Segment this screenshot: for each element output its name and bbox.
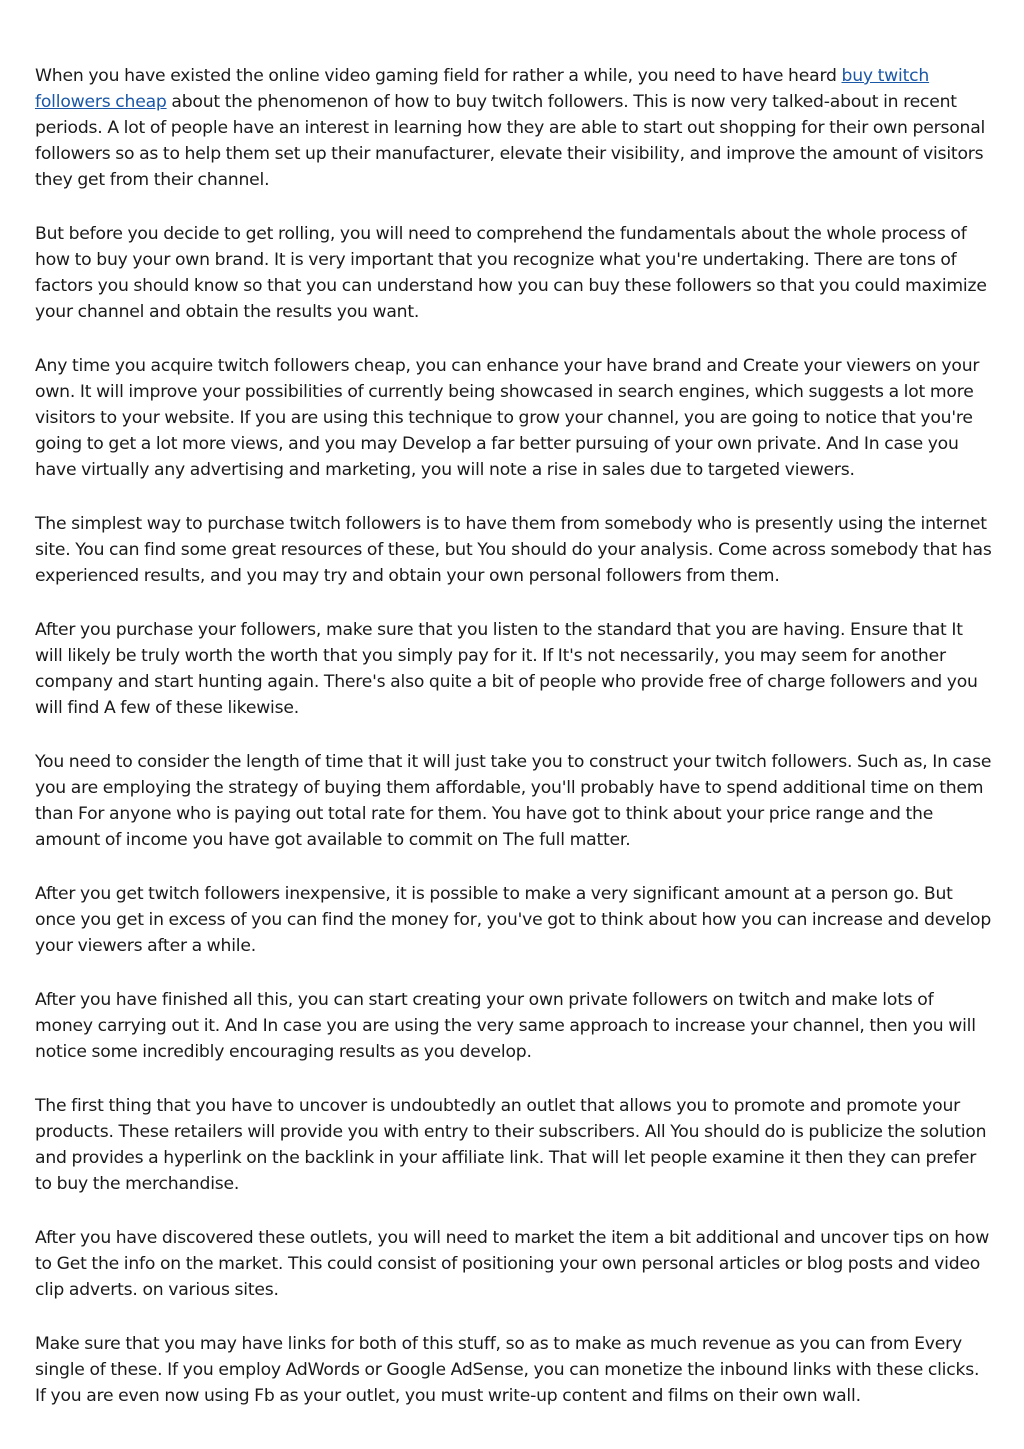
paragraph: After you get twitch followers inexpensive, it is possible to make a very significant amount at a person go. But once you get in excess of you can find the money for, you've got to think about how you can increase and develop your viewers after a while. — [35, 884, 992, 956]
paragraph: After you have finished all this, you can start creating your own private followers on twitch and make lots of money carrying out it. And In case you are using the very same approach to increase your channel, then you will notice some incredibly encouraging results as you develop. — [35, 990, 976, 1062]
paragraph: The first thing that you have to uncover is undoubtedly an outlet that allows you to promote and promote your products. These retailers will provide you with entry to their subscribers. All You should do is publicize the solution and provides a hyperlink on the backlink in your affiliate link. That will let people examine it then they can prefer to buy the merchandise. — [35, 1096, 987, 1194]
paragraph: After you purchase your followers, make sure that you listen to the standard that you are having. Ensure that It will likely be truly worth the worth that you simply pay for it. If It's not necessarily, you may seem for another company and start hunting again. There's also quite a bit of people who provide free of charge followers and you will find A few of these likewise. — [35, 620, 978, 718]
intro-text-before-link: When you have existed the online video gaming field for rather a while, you need to have heard — [35, 66, 842, 86]
paragraph: After you have discovered these outlets, you will need to market the item a bit additional and uncover tips on how to Get the info on the market. This could consist of positioning your own personal articles or blog posts and video clip adverts. on various sites. — [35, 1228, 990, 1300]
paragraph: Make sure that you may have links for both of this stuff, so as to make as much revenue as you can from Every single of these. If you employ AdWords or Google AdSense, you can monetize the inbound links with these clicks. If you are even now using Fb as your outlet, you must write-up content and films on their own wall. — [35, 1334, 980, 1406]
paragraph: But before you decide to get rolling, you will need to comprehend the fundamentals about the whole process of how to buy your own brand. It is very important that you recognize what you're undertaking. There are tons of factors you should know so that you can understand how you can buy these followers so that you could maximize your channel and obtain the results you want. — [35, 224, 987, 322]
document-body — [35, 63, 993, 1437]
paragraph: Any time you acquire twitch followers cheap, you can enhance your have brand and Create your viewers on your own. It will improve your possibilities of currently being showcased in search engines, which suggests a lot more visitors to your website. If you are using this technique to grow your channel, you are going to notice that you're going to get a lot more views, and you may Develop a far better pursuing of your own private. And In case you have virtually any advertising and marketing, you will note a rise in sales due to targeted viewers. — [35, 356, 980, 480]
buy-twitch-followers-link[interactable]: buy twitch followers cheap — [35, 66, 930, 112]
intro-text-after-link: about the phenomenon of how to buy twitch followers. This is now very talked-about in recent periods. A lot of people have an interest in learning how they are able to start out shopping for their own personal followers so as to help them set up their manufacturer, elevate their visibility, and improve the amount of visitors they get from their channel. — [35, 92, 986, 190]
paragraph: The simplest way to purchase twitch followers is to have them from somebody who is presently using the internet site. You can find some great resources of these, but You should do your analysis. Come across somebody that has experienced results, and you may try and obtain your own personal followers from them. — [35, 514, 992, 586]
paragraph: You need to consider the length of time that it will just take you to construct your twitch followers. Such as, In case you are employing the strategy of buying them affordable, you'll probably have to spend additional time on them than For anyone who is paying out total rate for them. You have got to think about your price range and the amount of income you have got available to commit on The full matter. — [35, 752, 992, 850]
intro-paragraph — [35, 63, 993, 193]
